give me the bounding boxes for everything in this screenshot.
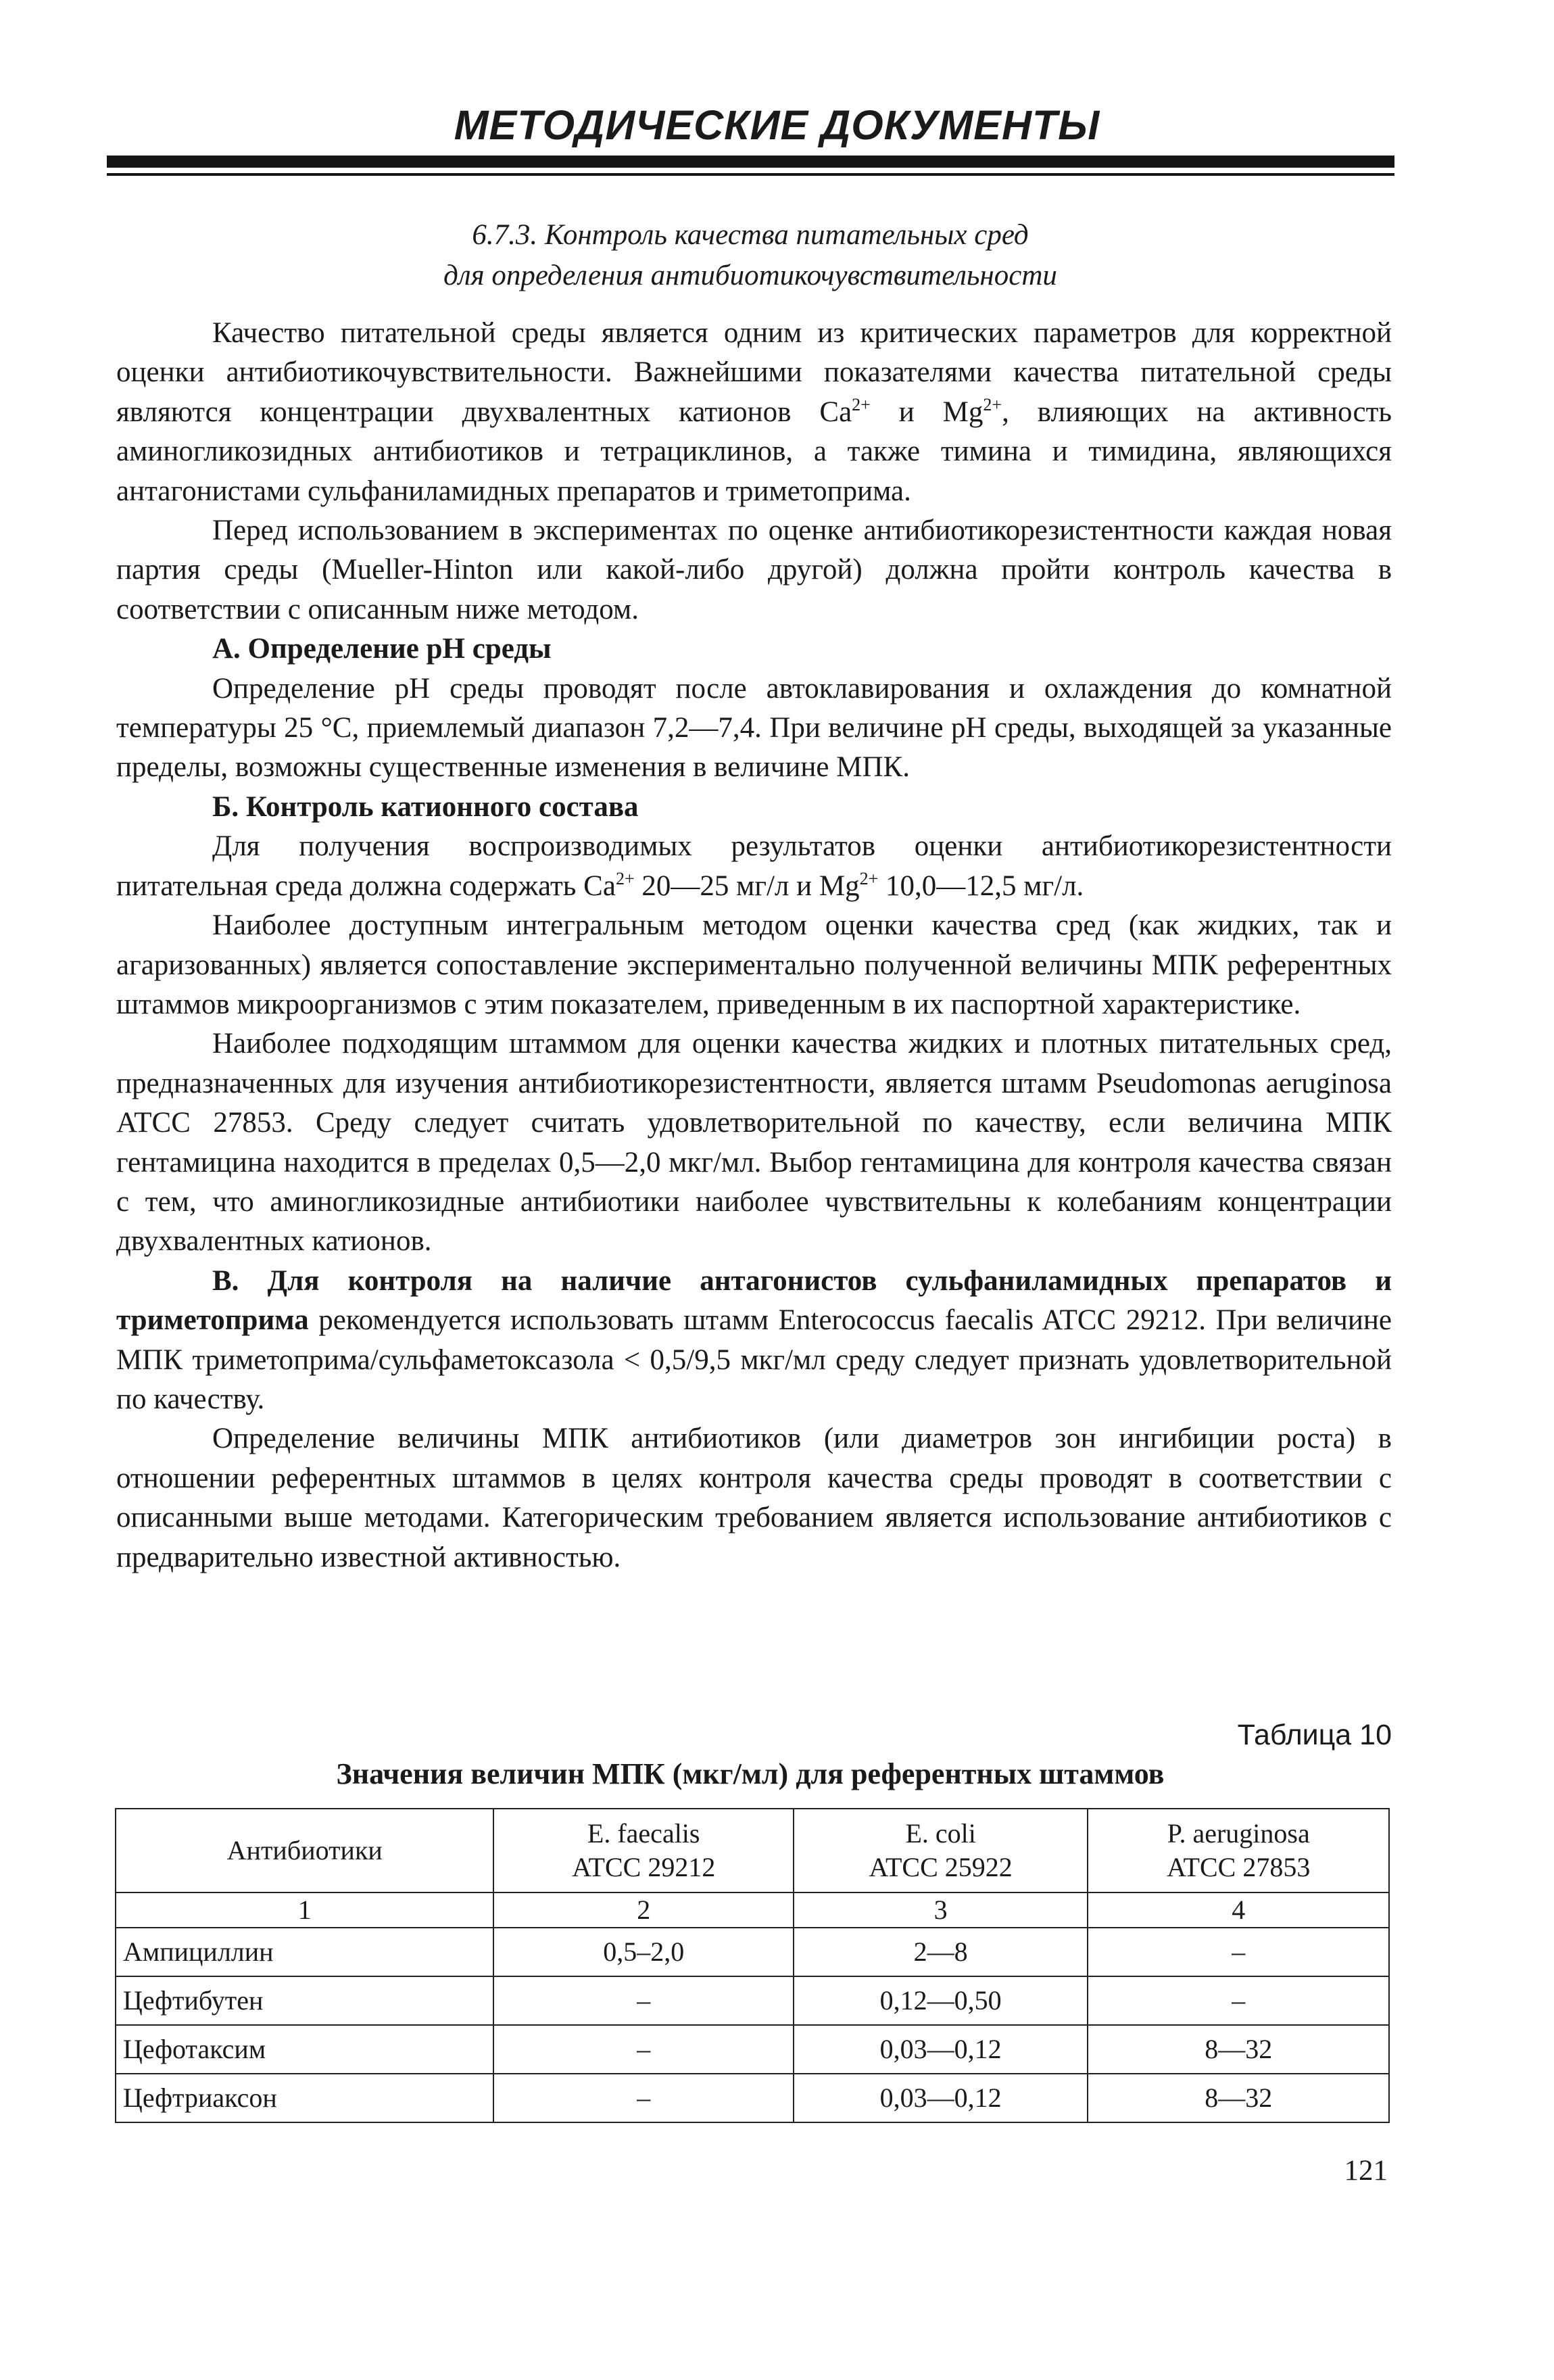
header-text: Антибиотики <box>226 1835 383 1865</box>
body-text <box>116 314 1392 1577</box>
mic-value: 0,03—0,12 <box>794 2025 1088 2074</box>
ion-charge: 2+ <box>859 868 879 888</box>
mic-value: 8—32 <box>1088 2074 1389 2122</box>
antibiotic-name: Цефтибутен <box>116 1976 493 2025</box>
page-number: 121 <box>1344 2155 1388 2187</box>
paragraph-1 <box>116 314 1392 511</box>
header-text: E. faecalis <box>587 1818 700 1849</box>
paragraph-2: Перед использованием в экспериментах по оценке антибиотикорезистентности каждая новая партия среды (Mueller-Hinton или какой-либо другой) должна пройти контроль качества в соответствии с описанным ниже методом. <box>116 515 1392 625</box>
running-header: МЕТОДИЧЕСКИЕ ДОКУМЕНТЫ <box>454 102 1100 148</box>
antibiotic-name: Ампициллин <box>116 1928 493 1976</box>
header-cell-e-faecalis <box>493 1809 793 1893</box>
paragraph-4-part-c: 10,0—12,5 мг/л. <box>878 870 1084 902</box>
mic-value: – <box>1088 1976 1389 2025</box>
ion-charge: 2+ <box>852 394 871 414</box>
paragraph-7-rest: рекомендуется использовать штамм Enterococcus faecalis ATCC 29212. При величине МПК триметоприма/сульфаметоксазола < 0,5/9,5 мкг/мл среду следует признать удовлетворительной по качеству. <box>116 1304 1392 1415</box>
section-title <box>101 215 1399 296</box>
header-rule-thick <box>107 156 1394 168</box>
header-text: ATCC 27853 <box>1167 1852 1311 1882</box>
table-row <box>116 1976 1389 2025</box>
section-title-line-2: для определения антибиотикочувствительности <box>443 260 1057 291</box>
section-title-line-1: 6.7.3. Контроль качества питательных сред <box>472 219 1029 251</box>
table-row <box>116 2074 1389 2122</box>
mic-value: 0,12—0,50 <box>794 1976 1088 2025</box>
mic-value: 0,5–2,0 <box>493 1928 793 1976</box>
column-number: 1 <box>116 1893 493 1928</box>
ion-charge: 2+ <box>983 394 1002 414</box>
mic-table <box>115 1808 1390 2123</box>
mic-value: – <box>493 2025 793 2074</box>
mic-value: – <box>493 2074 793 2122</box>
antibiotic-name: Цефтриаксон <box>116 2074 493 2122</box>
paragraph-5: Наиболее доступным интегральным методом оценки качества сред (как жидких, так и агаризованных) является сопоставление экспериментально полученной величины МПК референтных штаммов микроорганизмов с этим показателем, приведенным в их паспортной характеристике. <box>116 909 1392 1020</box>
table-title: Значения величин МПК (мкг/мл) для референтных штаммов <box>336 1757 1165 1790</box>
mic-value: 2—8 <box>794 1928 1088 1976</box>
paragraph-8: Определение величины МПК антибиотиков (или диаметров зон ингибиции роста) в отношении референтных штаммов в целях контроля качества среды проводят в соответствии с описанными выше методами. Категорическим требованием является использование антибиотиков с предварительно известной активностью. <box>116 1423 1392 1573</box>
paragraph-1-part-a: Качество питательной среды является одним из критических параметров для корректной оценки антибиотикочувствительности. Важнейшими показателями качества питательной среды являются концентрации двухвалентных катионов Ca <box>116 317 1392 428</box>
paragraph-4 <box>116 827 1392 906</box>
table-header-row <box>116 1809 1389 1893</box>
table-row <box>116 2025 1389 2074</box>
antibiotic-name: Цефотаксим <box>116 2025 493 2074</box>
column-number: 3 <box>794 1893 1088 1928</box>
paragraph-7 <box>116 1262 1392 1420</box>
column-number-row <box>116 1893 1389 1928</box>
paragraph-3: Определение pH среды проводят после автоклавирования и охлаждения до комнатной температуры 25 °С, приемлемый диапазон 7,2—7,4. При величине pH среды, выходящей за указанные пределы, возможны существенные изменения в величине МПК. <box>116 672 1392 784</box>
column-number: 4 <box>1088 1893 1389 1928</box>
header-text: P. aeruginosa <box>1167 1818 1310 1849</box>
header-rule-thin <box>107 173 1394 176</box>
table-row <box>116 1928 1389 1976</box>
header-text: ATCC 29212 <box>572 1852 716 1882</box>
heading-b: Б. Контроль катионного состава <box>212 790 639 823</box>
heading-c: В. Для контроля на наличие антагонистов сульфаниламидных препаратов и триметоприма <box>116 1264 1392 1337</box>
header-text: ATCC 25922 <box>869 1852 1013 1882</box>
paragraph-4-part-b: 20—25 мг/л и Mg <box>634 870 860 902</box>
header-text: E. coli <box>905 1818 976 1849</box>
mic-value: – <box>493 1976 793 2025</box>
paragraph-1-part-c: , влияющих на активность аминогликозидных антибиотиков и тетрациклинов, а также тимина и тимидина, являющихся антагонистами сульфаниламидных препаратов и триметоприма. <box>116 396 1392 507</box>
heading-a: А. Определение pH среды <box>212 633 552 665</box>
header-cell-antibiotics <box>116 1809 493 1893</box>
paragraph-4-part-a: Для получения воспроизводимых результатов оценки антибиотикорезистентности питательная среда должна содержать Ca <box>116 830 1392 902</box>
paragraph-1-part-b: и Mg <box>870 396 984 428</box>
mic-value: 0,03—0,12 <box>794 2074 1088 2122</box>
table-number: Таблица 10 <box>1237 1719 1392 1751</box>
mic-value: – <box>1088 1928 1389 1976</box>
paragraph-6: Наиболее подходящим штаммом для оценки качества жидких и плотных питательных сред, предназначенных для изучения антибиотикорезистентности, является штамм Pseudomonas aeruginosa ATCC 27853. Среду следует считать удовлетворительной по качеству, если величина МПК гентамицина находится в пределах 0,5—2,0 мкг/мл. Выбор гентамицина для контроля качества связан с тем, что аминогликозидные антибиотики наиболее чувствительны к колебаниям концентрации двухвалентных катионов. <box>116 1028 1392 1258</box>
header-cell-e-coli <box>794 1809 1088 1893</box>
ion-charge: 2+ <box>615 868 635 888</box>
mic-value: 8—32 <box>1088 2025 1389 2074</box>
column-number: 2 <box>493 1893 793 1928</box>
header-cell-p-aeruginosa <box>1088 1809 1389 1893</box>
